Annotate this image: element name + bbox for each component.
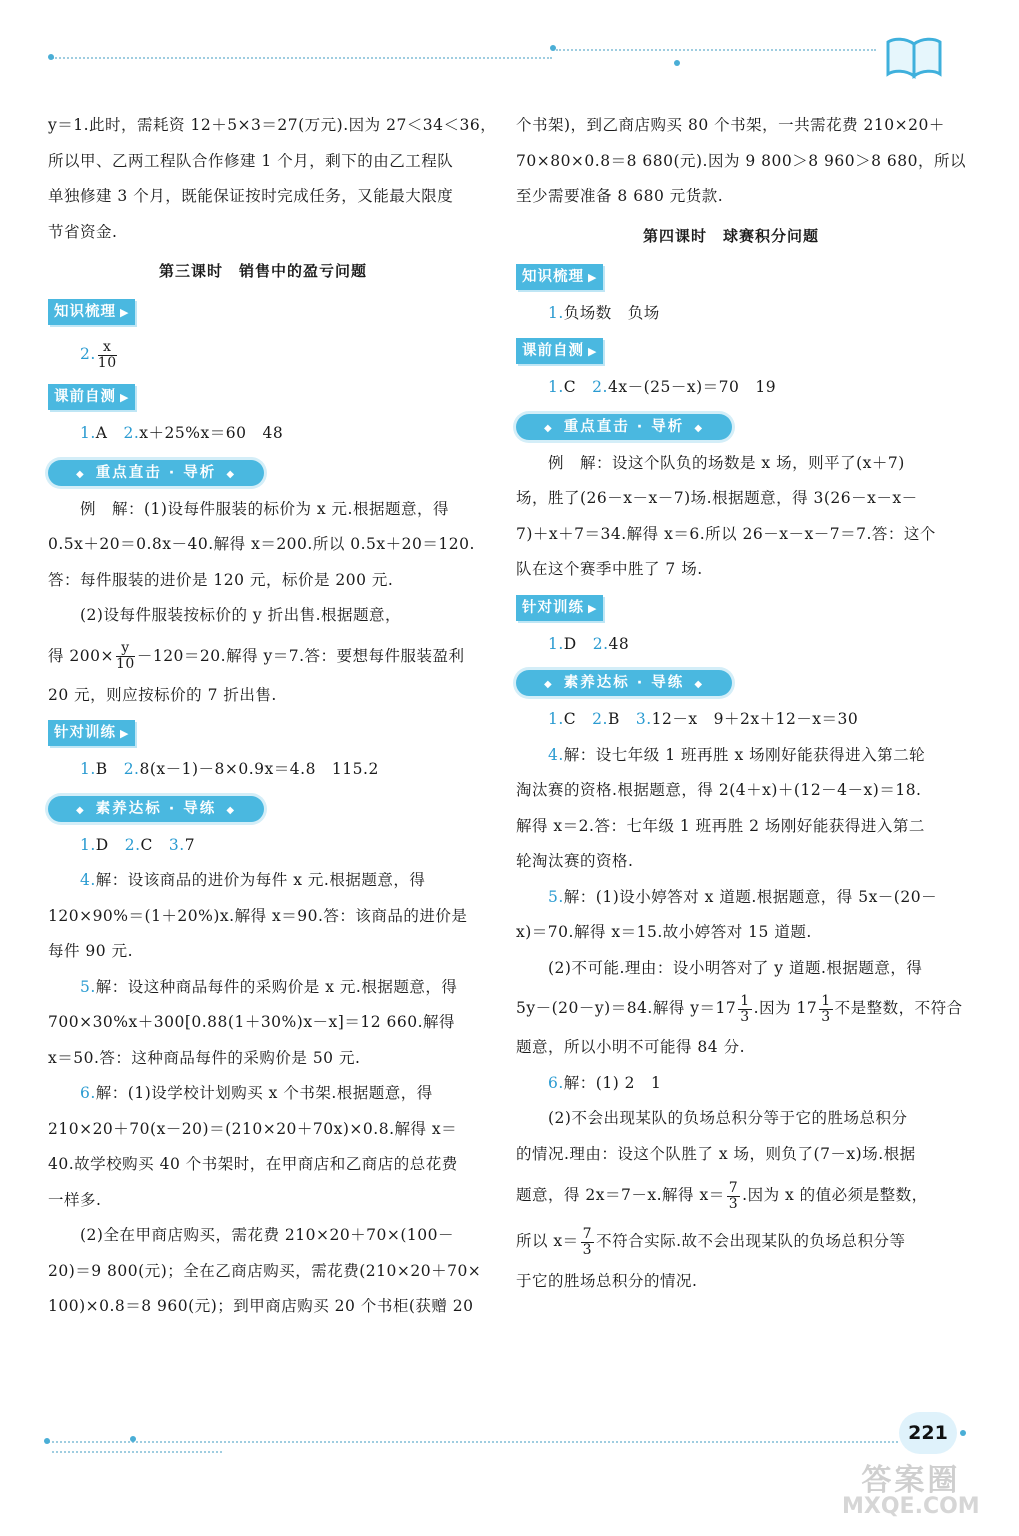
text-line: x＝50.答：这种商品每件的采购价是 50 元. [48, 1048, 361, 1067]
answer-line: 1.D 2.48 [548, 634, 630, 653]
text-line: 4.解：设该商品的进价为每件 x 元.根据题意，得 [80, 871, 426, 889]
text-line: 4.解：设七年级 1 班再胜 x 场刚好能获得进入第二轮 [548, 745, 926, 764]
text-line: 7)＋x＋7＝34.解得 x＝6.所以 26－x－x－7＝7.答：这个 [516, 524, 936, 543]
pill-key-points: ◆ 重点直击 · 导析 ◆ [48, 460, 264, 486]
text-line: 20)＝9 800(元)；全在乙商店购买，需花费(210×20＋70× [48, 1261, 482, 1280]
text-line: 5y－(20－y)＝84.解得 y＝17 $\frac{1}{3}$ .因为 17 $\frac{1}{3}$ 不是整数，不符合 [516, 992, 963, 1025]
footer-dotted-rule [52, 1451, 222, 1453]
answer-line: 1.A 2.x＋25%x＝60 48 [80, 424, 284, 442]
text-line: (2)不可能.理由：设小明答对了 y 道题.根据题意，得 [548, 958, 923, 977]
text-line: 得 200× $\frac{y}{10}$ －120＝20.解得 y＝7.答：要想每件服装盈利 [48, 640, 465, 672]
text-line: 节省资金. [48, 222, 118, 241]
text-line: x)＝70.解得 x＝15.故小婷答对 15 道题. [516, 923, 812, 941]
section-title: 第三课时 销售中的盈亏问题 [158, 262, 367, 280]
text-line: 至少需要准备 8 680 元货款. [516, 187, 724, 205]
text-line: 700×30%x＋300[0.88(1＋30%)x－x]＝12 660.解得 [48, 1013, 456, 1031]
text-line: 70×80×0.8＝8 680(元).因为 9 800＞8 960＞8 680，所以 [516, 151, 967, 170]
text-line: 一样多. [48, 1190, 102, 1209]
header-dot [48, 54, 54, 60]
text-line: 0.5x＋20＝0.8x－40.解得 x＝200.所以 0.5x＋20＝120. [48, 535, 475, 553]
fraction: $\frac{1}{3}$ [740, 992, 750, 1025]
text-line: (2)全在甲商店购买，需花费 210×20＋70×(100－ [80, 1226, 455, 1244]
pill-key-points: ◆ 重点直击 · 导析 ◆ [516, 414, 732, 440]
fraction: $\frac{7}{3}$ [582, 1225, 593, 1258]
text-line: 例 解：(1)设每件服装的标价为 x 元.根据题意，得 [80, 499, 449, 518]
text-line: 所以甲、乙两工程队合作修建 1 个月，剩下的由乙工程队 [48, 151, 454, 170]
answer-line: 1.负场数 负场 [548, 303, 660, 322]
fraction: $\frac{y}{10}$ [116, 640, 135, 672]
text-line: 6.解：(1)设学校计划购买 x 个书架.根据题意，得 [80, 1084, 433, 1102]
open-book-icon [884, 34, 944, 80]
badge-practice: 针对训练 ▶ [516, 595, 603, 621]
badge-pretest: 课前自测 ▶ [516, 338, 603, 364]
text-line: 20 元，则应按标价的 7 折出售. [48, 685, 277, 704]
footer-dot [130, 1436, 136, 1442]
text-line: 题意，所以小明不可能得 84 分. [516, 1038, 746, 1056]
text-line: 解得 x＝2.答：七年级 1 班再胜 2 场刚好能获得进入第二 [516, 816, 925, 835]
text-line: 轮淘汰赛的资格. [516, 852, 634, 870]
fraction: $\frac{1}{3}$ [821, 992, 831, 1025]
fraction: $\frac{7}{3}$ [728, 1179, 739, 1212]
text-line: y＝1.此时，需耗资 12＋5×3＝27(万元).因为 27＜34＜36， [48, 116, 497, 134]
badge-practice: 针对训练 ▶ [48, 720, 135, 746]
footer-dotted-rule [48, 1441, 898, 1443]
left-column [48, 108, 497, 1325]
badge-knowledge: 知识梳理 ▶ [48, 299, 135, 325]
fraction: $\frac{x}{10}$ [97, 338, 117, 371]
text-line: 40.故学校购买 40 个书架时，在甲商店和乙商店的总花费 [48, 1155, 458, 1173]
answer-line: 1.D 2.C 3.7 [80, 835, 196, 854]
text-line: 答：每件服装的进价是 120 元，标价是 200 元. [48, 570, 394, 589]
text-line: 100)×0.8＝8 960(元)；到甲商店购买 20 个书柜(获赠 20 [48, 1297, 474, 1315]
footer-dot [44, 1438, 50, 1444]
answer-line: 1.B 2.8(x－1)－8×0.9x＝4.8 115.2 [80, 760, 379, 778]
text-line: (2)设每件服装按标价的 y 折出售.根据题意， [80, 606, 401, 624]
text-line: 5.解：(1)设小婷答对 x 道题.根据题意，得 5x－(20－ [548, 887, 938, 906]
header-dotted-rule [52, 57, 552, 59]
text-line: 120×90%＝(1＋20%)x.解得 x＝90.答：该商品的进价是 [48, 906, 468, 925]
text-line: 淘汰赛的资格.根据题意，得 2(4＋x)＋(12－4－x)＝18. [516, 781, 922, 799]
text-line: 例 解：设这个队负的场数是 x 场，则平了(x＋7) [548, 453, 905, 472]
text-line: 个书架)，到乙商店购买 80 个书架，一共需花费 210×20＋ [516, 116, 945, 134]
footer-dot [960, 1430, 966, 1436]
answer-line: 1.C 2.B 3.12－x 9＋2x＋12－x＝30 [548, 710, 859, 728]
badge-pretest: 课前自测 ▶ [48, 384, 135, 410]
text-line: 所以 x＝ $\frac{7}{3}$ 不符合实际.故不会出现某队的负场总积分等 [516, 1225, 906, 1258]
text-line: 6.解：(1) 2 1 [548, 1073, 662, 1092]
right-column [516, 108, 967, 1300]
watermark: 答案圈 MXQE.COM [842, 1463, 980, 1519]
text-line: (2)不会出现某队的负场总积分等于它的胜场总积分 [548, 1109, 908, 1127]
text-line: 于它的胜场总积分的情况. [516, 1272, 698, 1290]
header-dotted-rule [556, 49, 876, 51]
pill-literacy: ◆ 素养达标 · 导练 ◆ [48, 796, 264, 822]
badge-knowledge: 知识梳理 ▶ [516, 264, 603, 290]
text-line: 题意，得 2x＝7－x.解得 x＝ $\frac{7}{3}$ .因为 x 的值必须是整数， [516, 1179, 928, 1212]
page-number: 221 [899, 1412, 957, 1454]
text-line: 5.解：设这种商品每件的采购价是 x 元.根据题意，得 [80, 977, 458, 996]
answer-line: 2. $\frac{x}{10}$ [80, 338, 117, 371]
text-line: 的情况.理由：设这个队胜了 x 场，则负了(7－x)场.根据 [516, 1144, 916, 1163]
text-line: 场，胜了(26－x－x－7)场.根据题意，得 3(26－x－x－ [516, 489, 918, 507]
text-line: 单独修建 3 个月，既能保证按时完成任务，又能最大限度 [48, 187, 454, 205]
text-line: 队在这个赛季中胜了 7 场. [516, 560, 703, 578]
answer-line: 1.C 2.4x－(25－x)＝70 19 [548, 378, 777, 396]
pill-literacy: ◆ 素养达标 · 导练 ◆ [516, 670, 732, 696]
header-dot [674, 60, 680, 66]
text-line: 每件 90 元. [48, 942, 134, 960]
section-title: 第四课时 球赛积分问题 [642, 226, 819, 245]
text-line: 210×20＋70(x－20)＝(210×20＋70x)×0.8.解得 x＝ [48, 1119, 458, 1138]
